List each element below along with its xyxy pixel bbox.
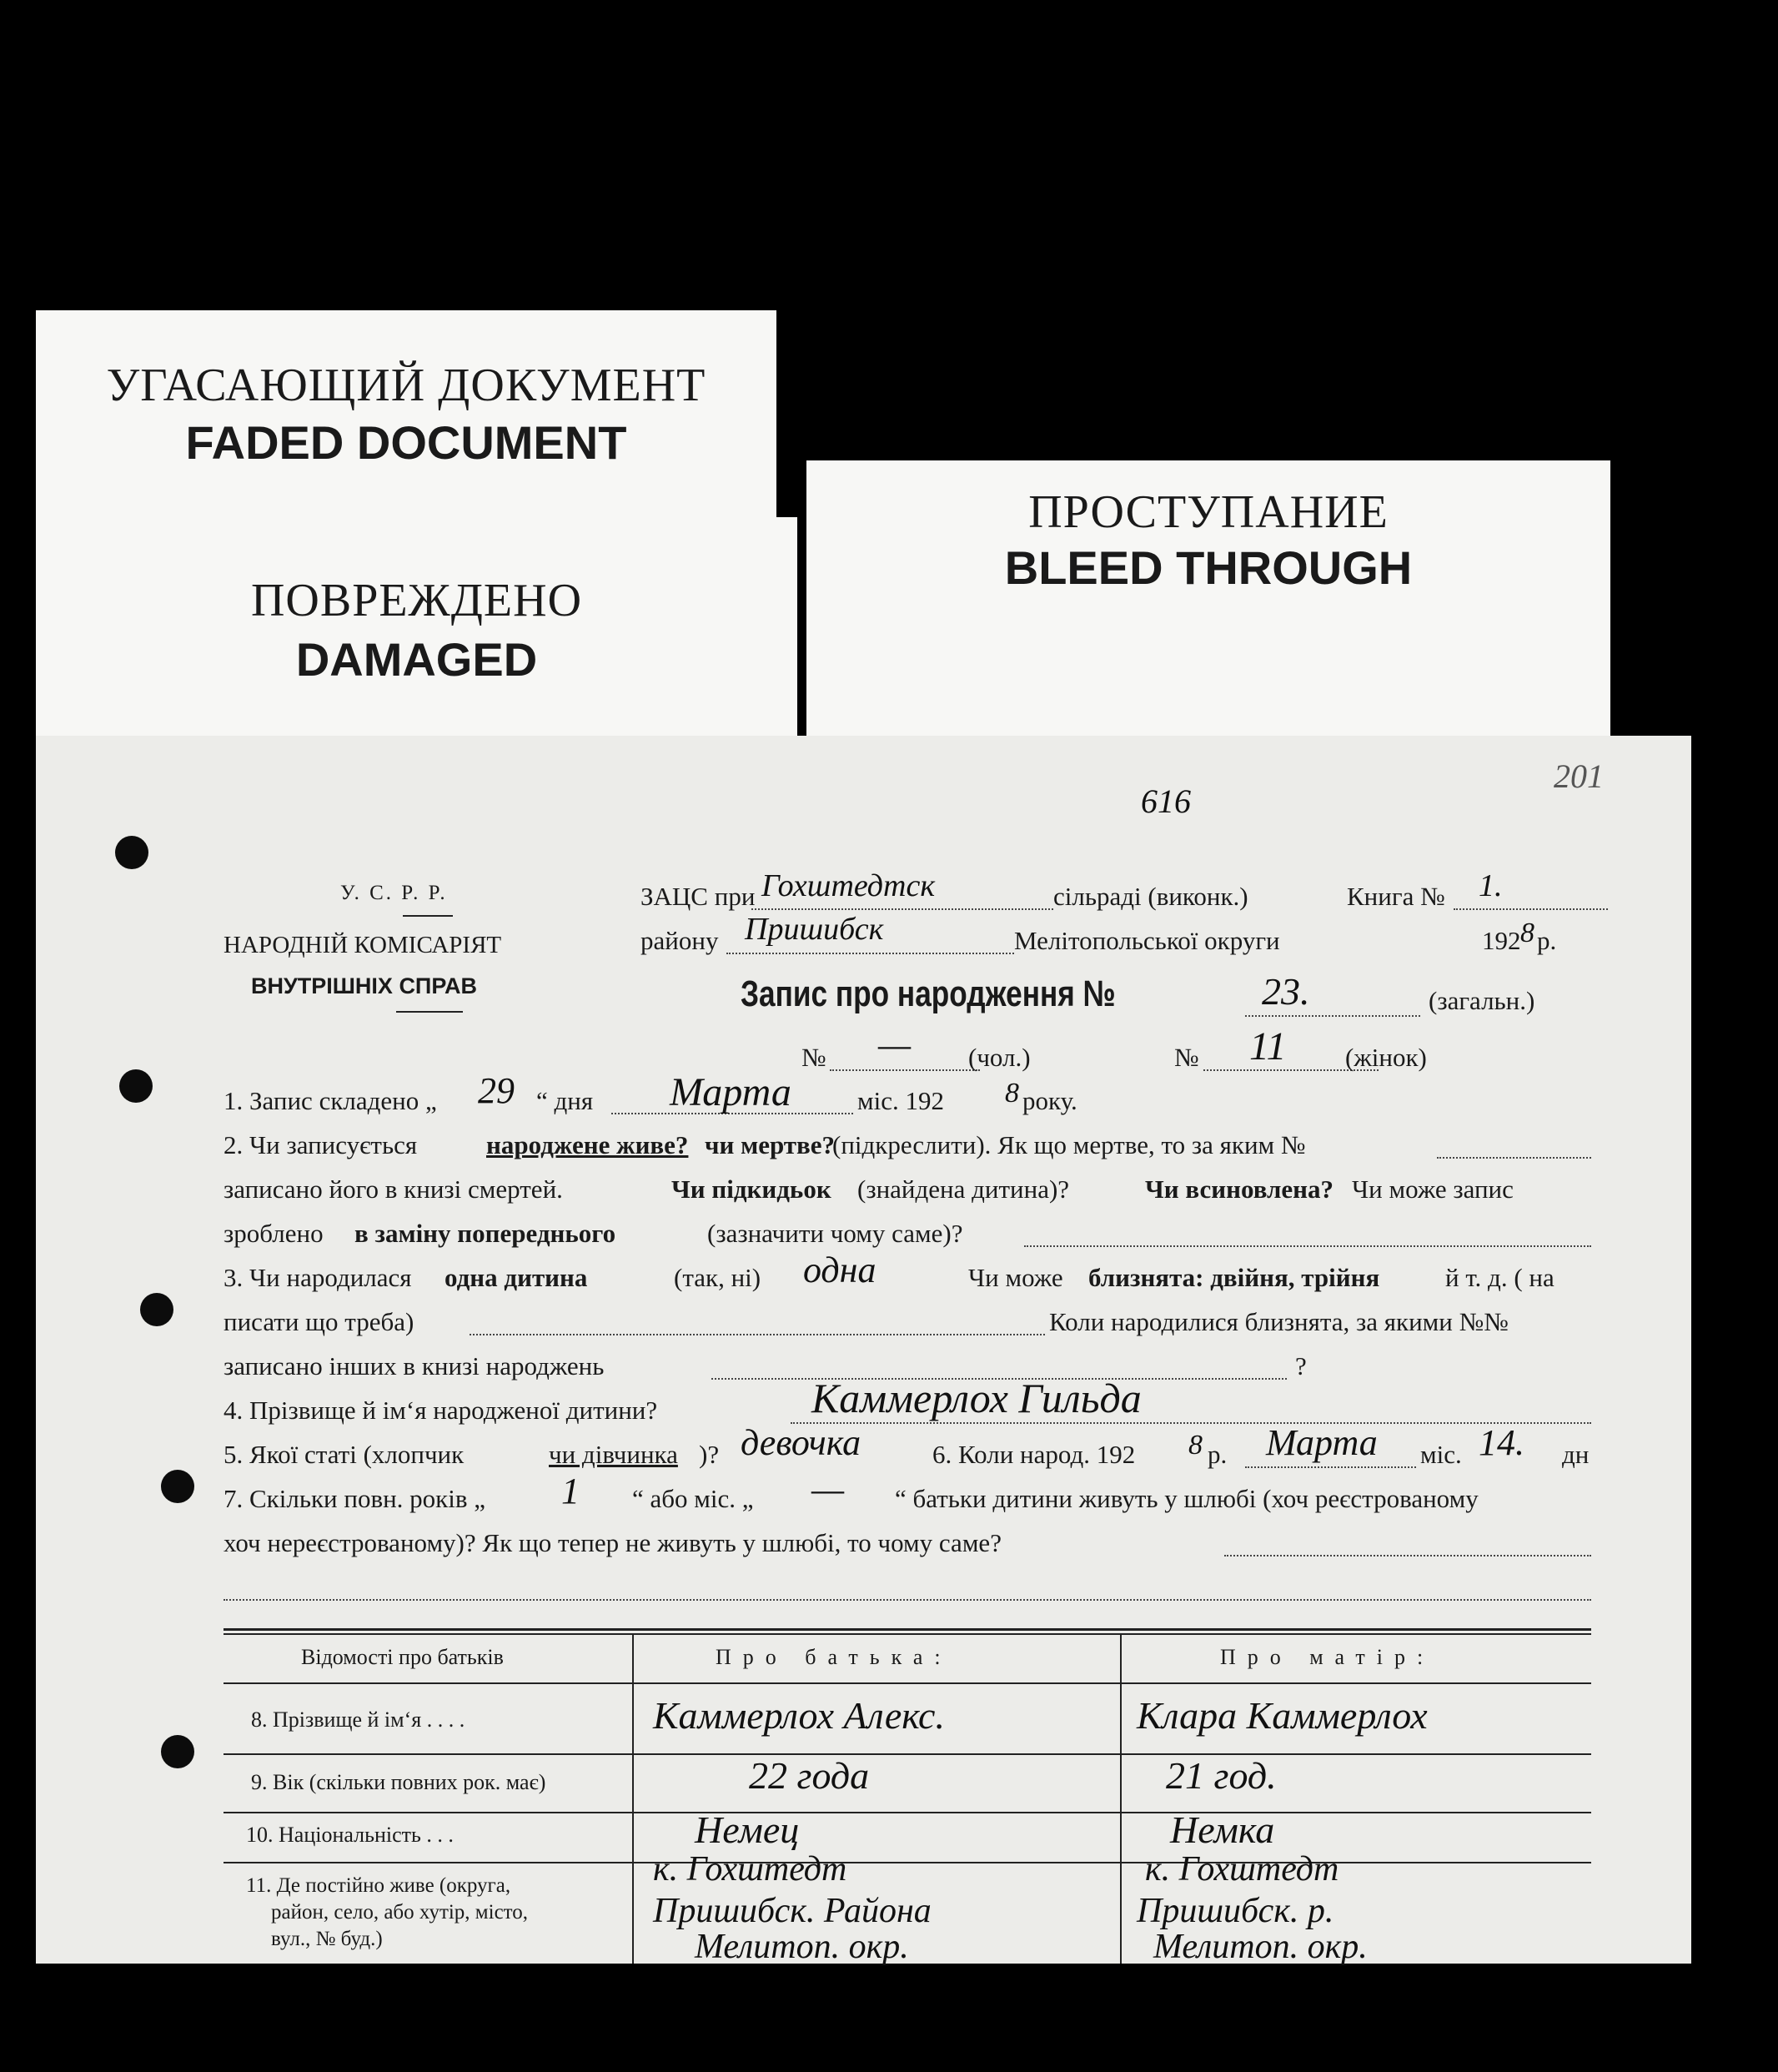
row-surname-label: 8. Прізвище й ім‘я . . . . xyxy=(251,1707,465,1732)
mother-surname-value: Клара Каммерлох xyxy=(1137,1694,1428,1737)
record-general-number: 23. xyxy=(1262,970,1310,1013)
q1-month-value: Марта xyxy=(670,1070,791,1114)
mother-residence-line-2: Пришибск. р. xyxy=(1137,1892,1334,1930)
district-value: Пришибск xyxy=(745,912,884,947)
q2-line3-c: (зазначити чому саме)? xyxy=(707,1219,963,1248)
q1-day-value: 29 xyxy=(478,1070,515,1111)
father-surname-value: Каммерлох Алекс. xyxy=(653,1694,945,1737)
fill-line xyxy=(470,1334,1045,1335)
q6-text-d: 6. Коли народ. 192 xyxy=(932,1440,1136,1469)
header-year-suffix: р. xyxy=(1537,926,1557,955)
q5-text-c: )? xyxy=(699,1440,720,1469)
q2-line2-a: записано його в книзі смертей. xyxy=(224,1174,563,1204)
q3-line1-a: 3. Чи народилася xyxy=(224,1263,412,1292)
book-number-value: 1. xyxy=(1479,868,1503,903)
female-label: (жінок) xyxy=(1345,1043,1427,1072)
row-nationality-label: 10. Національність . . . xyxy=(246,1823,454,1847)
q3-line2-a: писати що треба) xyxy=(224,1307,414,1336)
q2-line2-c: (знайдена дитина)? xyxy=(857,1174,1070,1204)
father-age-value: 22 года xyxy=(749,1754,870,1797)
fill-line xyxy=(726,953,1014,954)
q6-year-digit: 8 xyxy=(1188,1430,1203,1461)
q1-text-a: 1. Запис складено „ xyxy=(224,1086,437,1115)
zags-village-value: Гохштедтск xyxy=(761,868,936,903)
row-residence-label-1: 11. Де постійно живе (округа, xyxy=(246,1874,511,1897)
q3-line1-d: Чи може xyxy=(968,1263,1063,1292)
q2-line3-b: в заміну попереднього xyxy=(354,1219,616,1248)
faded-label-en: FADED DOCUMENT xyxy=(185,416,627,469)
q3-line1-c: (так, ні) xyxy=(674,1263,761,1292)
faded-document-card xyxy=(36,310,776,536)
fill-line xyxy=(1245,1015,1420,1017)
archive-number: 616 xyxy=(1141,782,1191,820)
table-top-rule xyxy=(224,1628,1591,1631)
row-residence-label-2: район, село, або хутір, місто, xyxy=(271,1901,529,1924)
divider xyxy=(403,915,453,917)
male-label: (чол.) xyxy=(968,1043,1031,1072)
q2-line2-d: Чи всиновлена? xyxy=(1145,1174,1334,1204)
table-header-mother: Про матір: xyxy=(1220,1645,1435,1669)
male-no-label: № xyxy=(801,1043,826,1072)
q3-answer: одна xyxy=(803,1250,876,1290)
org-line-1: НАРОДНІЙ КОМІСАРІЯТ xyxy=(224,932,502,958)
table-rule xyxy=(224,1682,1591,1684)
q1-text-c: міс. 192 xyxy=(857,1086,944,1115)
district-suffix: Мелітопольської округи xyxy=(1014,926,1280,955)
q1-text-d: року. xyxy=(1022,1086,1077,1115)
fill-line xyxy=(791,1422,1591,1424)
q6-text-f: міс. xyxy=(1420,1440,1462,1469)
q4-text: 4. Прізвище й ім‘я народженої дитини? xyxy=(224,1396,658,1425)
zags-prefix: ЗАЦС при xyxy=(640,882,756,911)
general-label: (загальн.) xyxy=(1429,986,1535,1015)
org-line-2: ВНУТРІШНІХ СПРАВ xyxy=(251,973,477,998)
q7-text-c: “ батьки дитини живуть у шлюбі (хоч реєстрованому xyxy=(895,1484,1479,1513)
mother-residence-line-1: к. Гохштедт xyxy=(1145,1850,1339,1888)
org-abbreviation: У. С. Р. Р. xyxy=(340,882,448,904)
q7-line2: хоч нереєстрованому)? Як що тепер не живуть у шлюбі, то чому саме? xyxy=(224,1528,1002,1557)
q3-line3-b: ? xyxy=(1295,1351,1307,1380)
fill-line xyxy=(1437,1157,1591,1159)
book-label: Книга № xyxy=(1347,882,1445,911)
q1-year-digit: 8 xyxy=(1005,1078,1019,1109)
fill-line xyxy=(1454,908,1608,910)
female-no-label: № xyxy=(1174,1043,1199,1072)
q2-line1-c: чи мертве? xyxy=(705,1130,836,1159)
q5-text-a: 5. Якої статі (хлопчик xyxy=(224,1440,465,1469)
punch-hole xyxy=(161,1735,194,1768)
row-residence-label-3: вул., № буд.) xyxy=(271,1928,383,1950)
table-header-info: Відомості про батьків xyxy=(301,1645,504,1669)
q2-line2-e: Чи може запис xyxy=(1352,1174,1514,1204)
bleed-label-ru: ПРОСТУПАНИЕ xyxy=(1028,486,1389,538)
punch-hole xyxy=(140,1293,173,1326)
fill-line xyxy=(1224,1555,1591,1557)
q7-text-a: 7. Скільки повн. років „ xyxy=(224,1484,485,1513)
zags-suffix: сільраді (виконк.) xyxy=(1053,882,1248,911)
fill-line xyxy=(224,1599,1591,1601)
q7-text-b: “ або міс. „ xyxy=(632,1484,754,1513)
damaged-label-ru: ПОВРЕЖДЕНО xyxy=(250,575,583,626)
table-rule xyxy=(224,1753,1591,1755)
father-residence-line-2: Пришибск. Района xyxy=(653,1892,932,1930)
district-prefix: району xyxy=(640,926,719,955)
q1-text-b: “ дня xyxy=(536,1086,594,1115)
table-col-divider xyxy=(632,1635,634,1964)
q3-line2-b: Коли народилися близнята, за якими №№ xyxy=(1049,1307,1509,1336)
father-residence-line-1: к. Гохштедт xyxy=(653,1850,847,1888)
header-year-prefix: 192 xyxy=(1482,926,1521,955)
mother-residence-line-3: Мелитоп. окр. xyxy=(1153,1928,1368,1966)
table-header-father: Про батька: xyxy=(716,1645,952,1669)
q3-line1-b: одна дитина xyxy=(444,1263,588,1292)
q6-text-e: р. xyxy=(1208,1440,1228,1469)
q4-answer: Каммерлох Гильда xyxy=(811,1375,1142,1421)
q7-months-value: — xyxy=(811,1469,845,1510)
mother-nationality-value: Немка xyxy=(1170,1808,1275,1851)
q5-answer: девочка xyxy=(741,1422,861,1463)
punch-hole xyxy=(115,836,148,869)
father-residence-line-3: Мелитоп. окр. xyxy=(695,1928,909,1966)
table-col-divider xyxy=(1120,1635,1122,1964)
bleed-label-en: BLEED THROUGH xyxy=(1004,541,1413,594)
q3-line1-f: й т. д. ( на xyxy=(1445,1263,1554,1292)
row-age-label: 9. Вік (скільки повних рок. має) xyxy=(251,1770,546,1794)
q5-text-b: чи дівчинка xyxy=(549,1440,678,1469)
damaged-card xyxy=(36,517,797,736)
female-number-value: 11 xyxy=(1249,1024,1287,1069)
record-title: Запис про народження № xyxy=(741,973,1116,1014)
fill-line xyxy=(830,1069,980,1071)
q2-line1-a: 2. Чи записується xyxy=(224,1130,418,1159)
birth-record-sheet xyxy=(36,736,1691,1964)
father-nationality-value: Немец xyxy=(695,1808,800,1851)
fill-line xyxy=(1245,1466,1416,1468)
q6-text-g: дн xyxy=(1562,1440,1590,1469)
faded-label-ru: УГАСАЮЩИЙ ДОКУМЕНТ xyxy=(106,360,706,411)
q7-years-value: 1 xyxy=(561,1471,580,1511)
table-top-rule xyxy=(224,1633,1591,1635)
header-year-digit: 8 xyxy=(1520,918,1534,948)
punch-hole xyxy=(119,1069,153,1103)
bleed-through-card xyxy=(806,460,1610,736)
q2-line2-b: Чи підкидьок xyxy=(671,1174,831,1204)
q6-day: 14. xyxy=(1479,1422,1524,1463)
table-rule xyxy=(224,1812,1591,1813)
q3-line1-e: близнята: двійня, трійня xyxy=(1088,1263,1380,1292)
table-rule xyxy=(224,1862,1591,1863)
fill-line xyxy=(1024,1245,1591,1247)
q2-line1-b: народжене живе? xyxy=(486,1130,689,1159)
male-number-value: — xyxy=(878,1024,912,1065)
q2-line3-a: зроблено xyxy=(224,1219,324,1248)
page-number: 201 xyxy=(1554,757,1604,795)
divider xyxy=(396,1011,463,1013)
damaged-label-en: DAMAGED xyxy=(295,633,538,686)
punch-hole xyxy=(161,1470,194,1503)
q2-line1-d: (підкреслити). Як що мертве, то за яким № xyxy=(832,1130,1306,1159)
q6-month: Марта xyxy=(1266,1422,1378,1463)
fill-line xyxy=(751,908,1053,910)
mother-age-value: 21 год. xyxy=(1166,1754,1277,1797)
q3-line3-a: записано інших в книзі народжень xyxy=(224,1351,605,1380)
